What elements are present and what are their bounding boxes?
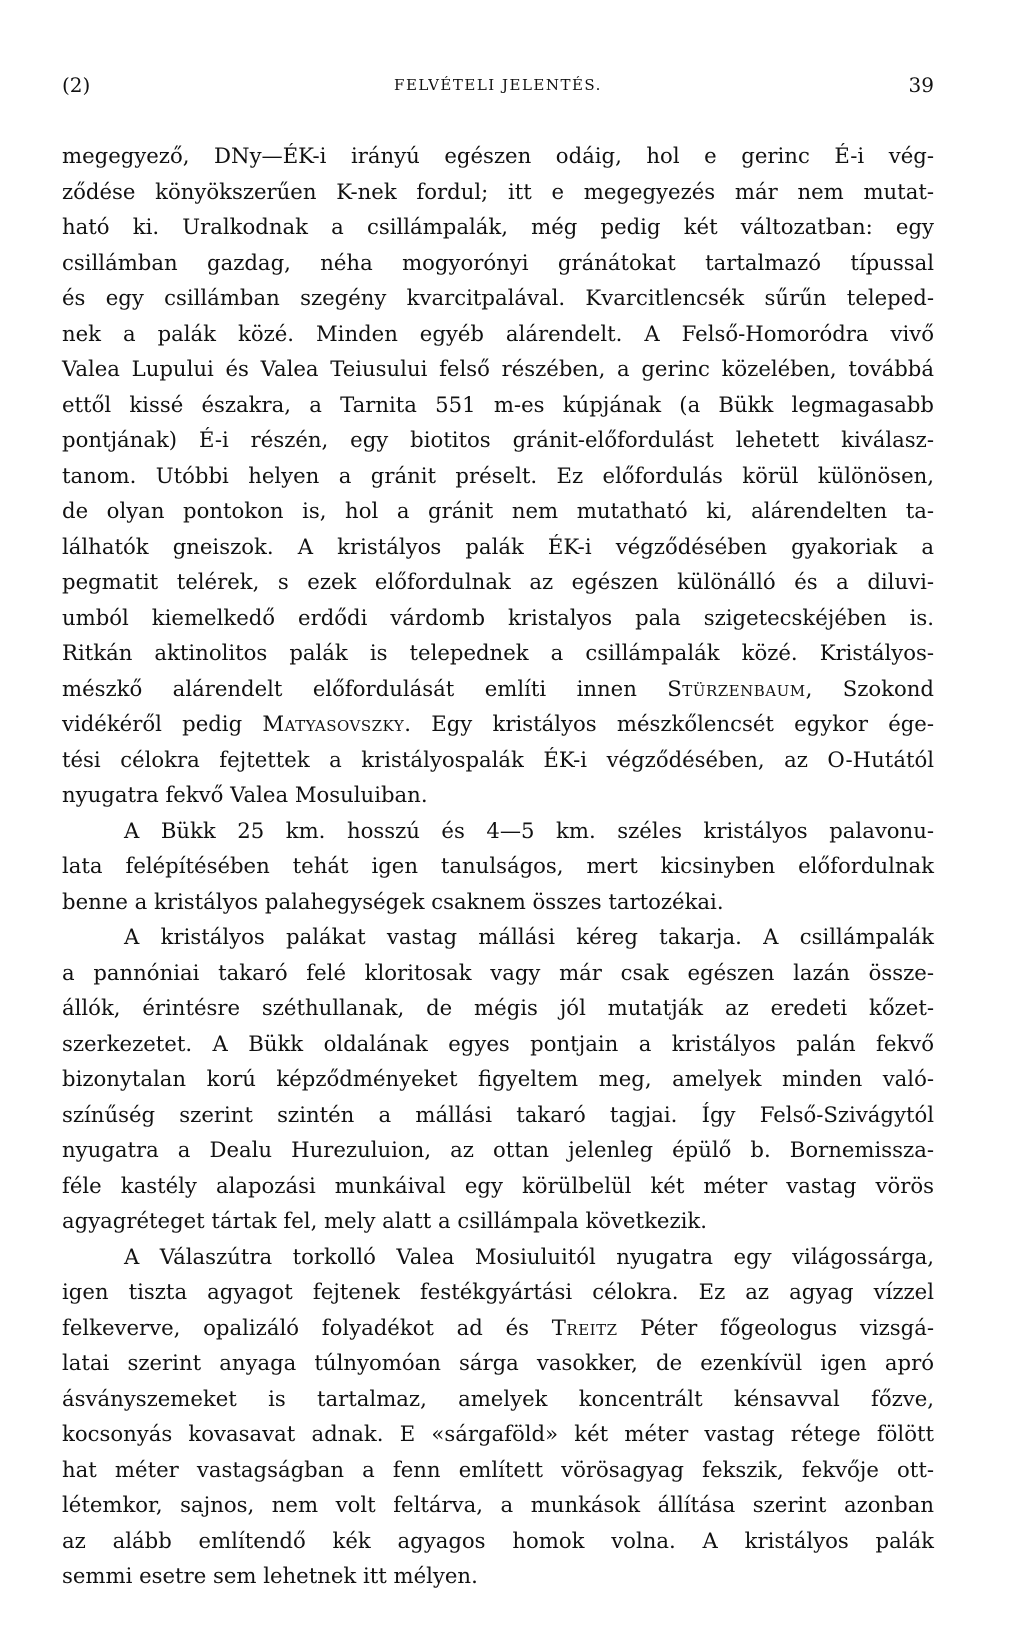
author-name: Treitz (551, 1314, 618, 1340)
line-text: nyugatra a Dealu Hurezuluion, az ottan jelenleg épülő b. Bornemissza- (62, 1137, 934, 1162)
text-line (62, 1345, 934, 1381)
text-line (62, 848, 934, 884)
author-name: Stürzenbaum (667, 675, 806, 701)
line-text: nyugatra fekvő Valea Mosuluiban. (62, 782, 428, 807)
line-text: hat méter vastagságban a fenn említett vörösagyag fekszik, fekvője ott- (62, 1456, 934, 1482)
line-text: de olyan pontokon is, hol a gránit nem mutatható ki, alárendelten ta- (62, 498, 934, 523)
text-line (62, 351, 934, 387)
line-text: benne a kristályos palahegységek csaknem összes tartozékai. (62, 888, 724, 914)
text-line (62, 387, 934, 423)
line-text: kocsonyás kovasavat adnak. E «sárgaföld» két méter vastag rétege fölött (62, 1421, 934, 1446)
line-text: ződése könyökszerűen K-nek fordul; itt e megegyezés már nem mutat- (62, 178, 934, 204)
text-line (62, 316, 934, 352)
line-text: állók, érintésre széthullanak, de mégis jól mutatják az eredeti kőzet- (62, 995, 934, 1020)
text-line (62, 955, 934, 991)
text-line (62, 1416, 934, 1452)
text-line (62, 422, 934, 458)
text-line (62, 564, 934, 600)
author-name: Matyasovszky (262, 711, 405, 736)
line-text: agyagréteget tártak fel, mely alatt a csillámpala következik. (62, 1208, 707, 1233)
text-line (62, 1381, 934, 1417)
text-line (62, 884, 934, 920)
text-line (62, 1026, 934, 1062)
line-text: A Válaszútra torkolló Valea Mosiuluitól nyugatra egy világossárga, (124, 1243, 934, 1269)
line-text: A kristályos palákat vastag mállási kéreg takarja. A csillámpalák (124, 924, 934, 949)
line-text: és egy csillámban szegény kvarcitpalával. Kvarcitlencsék sűrűn teleped- (62, 285, 934, 310)
text-line (62, 280, 934, 316)
line-text: tési célokra fejtettek a kristályospalák ÉK-i végződésében, az O-Hutától (62, 746, 934, 772)
line-text: . Egy kristályos mészkőlencsét egykor ége- (404, 711, 934, 736)
line-text: színűség szerint szintén a mállási takaró tagjai. Így Felső-Szivágytól (62, 1101, 934, 1127)
line-text: ásványszemeket is tartalmaz, amelyek koncentrált kénsavval főzve, (62, 1385, 934, 1411)
text-line (62, 493, 934, 529)
line-text: csillámban gazdag, néha mogyorónyi gránátokat tartalmazó típussal (62, 249, 934, 275)
line-text: megegyező, DNy—ÉK-i irányú egészen odáig, hol e gerinc É-i vég- (62, 143, 934, 168)
text-line (62, 1061, 934, 1097)
line-text: semmi esetre sem lehetnek itt mélyen. (62, 1563, 478, 1588)
text-line (62, 742, 934, 778)
line-text: igen tiszta agyagot fejtenek festékgyártási célokra. Ez az agyag vízzel (62, 1279, 934, 1304)
line-text: pegmatit telérek, s ezek előfordulnak az egészen különálló és a diluvi- (62, 569, 934, 594)
text-line (62, 1097, 934, 1133)
line-text: ettől kissé északra, a Tarnita 551 m-es kúpjának (a Bükk legmagasabb (62, 391, 934, 417)
document-page (62, 70, 934, 1594)
text-line (62, 529, 934, 565)
line-text: bizonytalan korú képződményeket figyeltem meg, amelyek minden való- (62, 1066, 934, 1091)
line-text: mészkő alárendelt előfordulását említi innen (62, 675, 668, 701)
line-text: , Szokond (805, 675, 934, 701)
text-line (62, 1168, 934, 1204)
line-text: az alább említendő kék agyagos homok volna. A kristályos palák (62, 1527, 934, 1553)
text-line (62, 1487, 934, 1523)
line-text: létemkor, sajnos, nem volt feltárva, a munkások állítása szerint azonban (62, 1492, 934, 1517)
text-line (62, 635, 934, 671)
text-line (62, 1452, 934, 1488)
text-line (62, 671, 934, 707)
line-text: vidékéről pedig (62, 711, 263, 736)
line-text: umból kiemelkedő erdődi várdomb kristalyos pala szigetecskéjében is. (62, 604, 934, 630)
text-line (62, 1558, 934, 1594)
line-text: latai szerint anyaga túlnyomóan sárga vasokker, de ezenkívül igen apró (62, 1350, 934, 1375)
page-number: 39 (908, 73, 934, 97)
text-line (62, 1203, 934, 1239)
text-line (62, 919, 934, 955)
text-line (62, 1239, 934, 1275)
line-text: pontjának) É-i részén, egy biotitos gránit-előfordulást lehetett kiválasz- (62, 427, 934, 452)
running-head (62, 70, 934, 100)
running-title: FELVÉTELI JELENTÉS. (394, 76, 602, 94)
line-text: Péter főgeologus vizsgá- (617, 1314, 934, 1340)
section-number: (2) (62, 73, 91, 97)
line-text: nek a palák közé. Minden egyéb alárendelt. A Felső-Homoródra vivő (62, 320, 934, 346)
text-line (62, 1132, 934, 1168)
text-line (62, 777, 934, 813)
text-line (62, 174, 934, 210)
line-text: tanom. Utóbbi helyen a gránit préselt. Ez előfordulás körül különösen, (62, 462, 934, 488)
line-text: ható ki. Uralkodnak a csillámpalák, még pedig két változatban: egy (62, 214, 934, 239)
text-line (62, 600, 934, 636)
body-text (62, 138, 934, 1594)
text-line (62, 1523, 934, 1559)
line-text: lálhatók gneiszok. A kristályos palák ÉK-i végződésében gyakoriak a (62, 533, 934, 559)
line-text: Ritkán aktinolitos palák is telepednek a csillámpalák közé. Kristályos- (62, 640, 934, 665)
line-text: szerkezetet. A Bükk oldalának egyes pontjain a kristályos palán fekvő (62, 1030, 934, 1056)
line-text: a pannóniai takaró felé kloritosak vagy már csak egészen lazán össze- (62, 959, 934, 985)
line-text: A Bükk 25 km. hosszú és 4—5 km. széles kristályos palavonu- (124, 817, 934, 843)
text-line (62, 458, 934, 494)
text-line (62, 138, 934, 174)
text-line (62, 1274, 934, 1310)
line-text: lata felépítésében tehát igen tanulságos, mert kicsinyben előfordulnak (62, 853, 934, 878)
text-line (62, 245, 934, 281)
text-line (62, 990, 934, 1026)
line-text: Valea Lupului és Valea Teiusului felső részében, a gerinc közelében, továbbá (62, 356, 934, 381)
text-line (62, 813, 934, 849)
line-text: felkeverve, opalizáló folyadékot ad és (62, 1314, 552, 1340)
text-line (62, 209, 934, 245)
text-line (62, 1310, 934, 1346)
text-line (62, 706, 934, 742)
line-text: féle kastély alapozási munkáival egy körülbelül két méter vastag vörös (62, 1172, 934, 1198)
